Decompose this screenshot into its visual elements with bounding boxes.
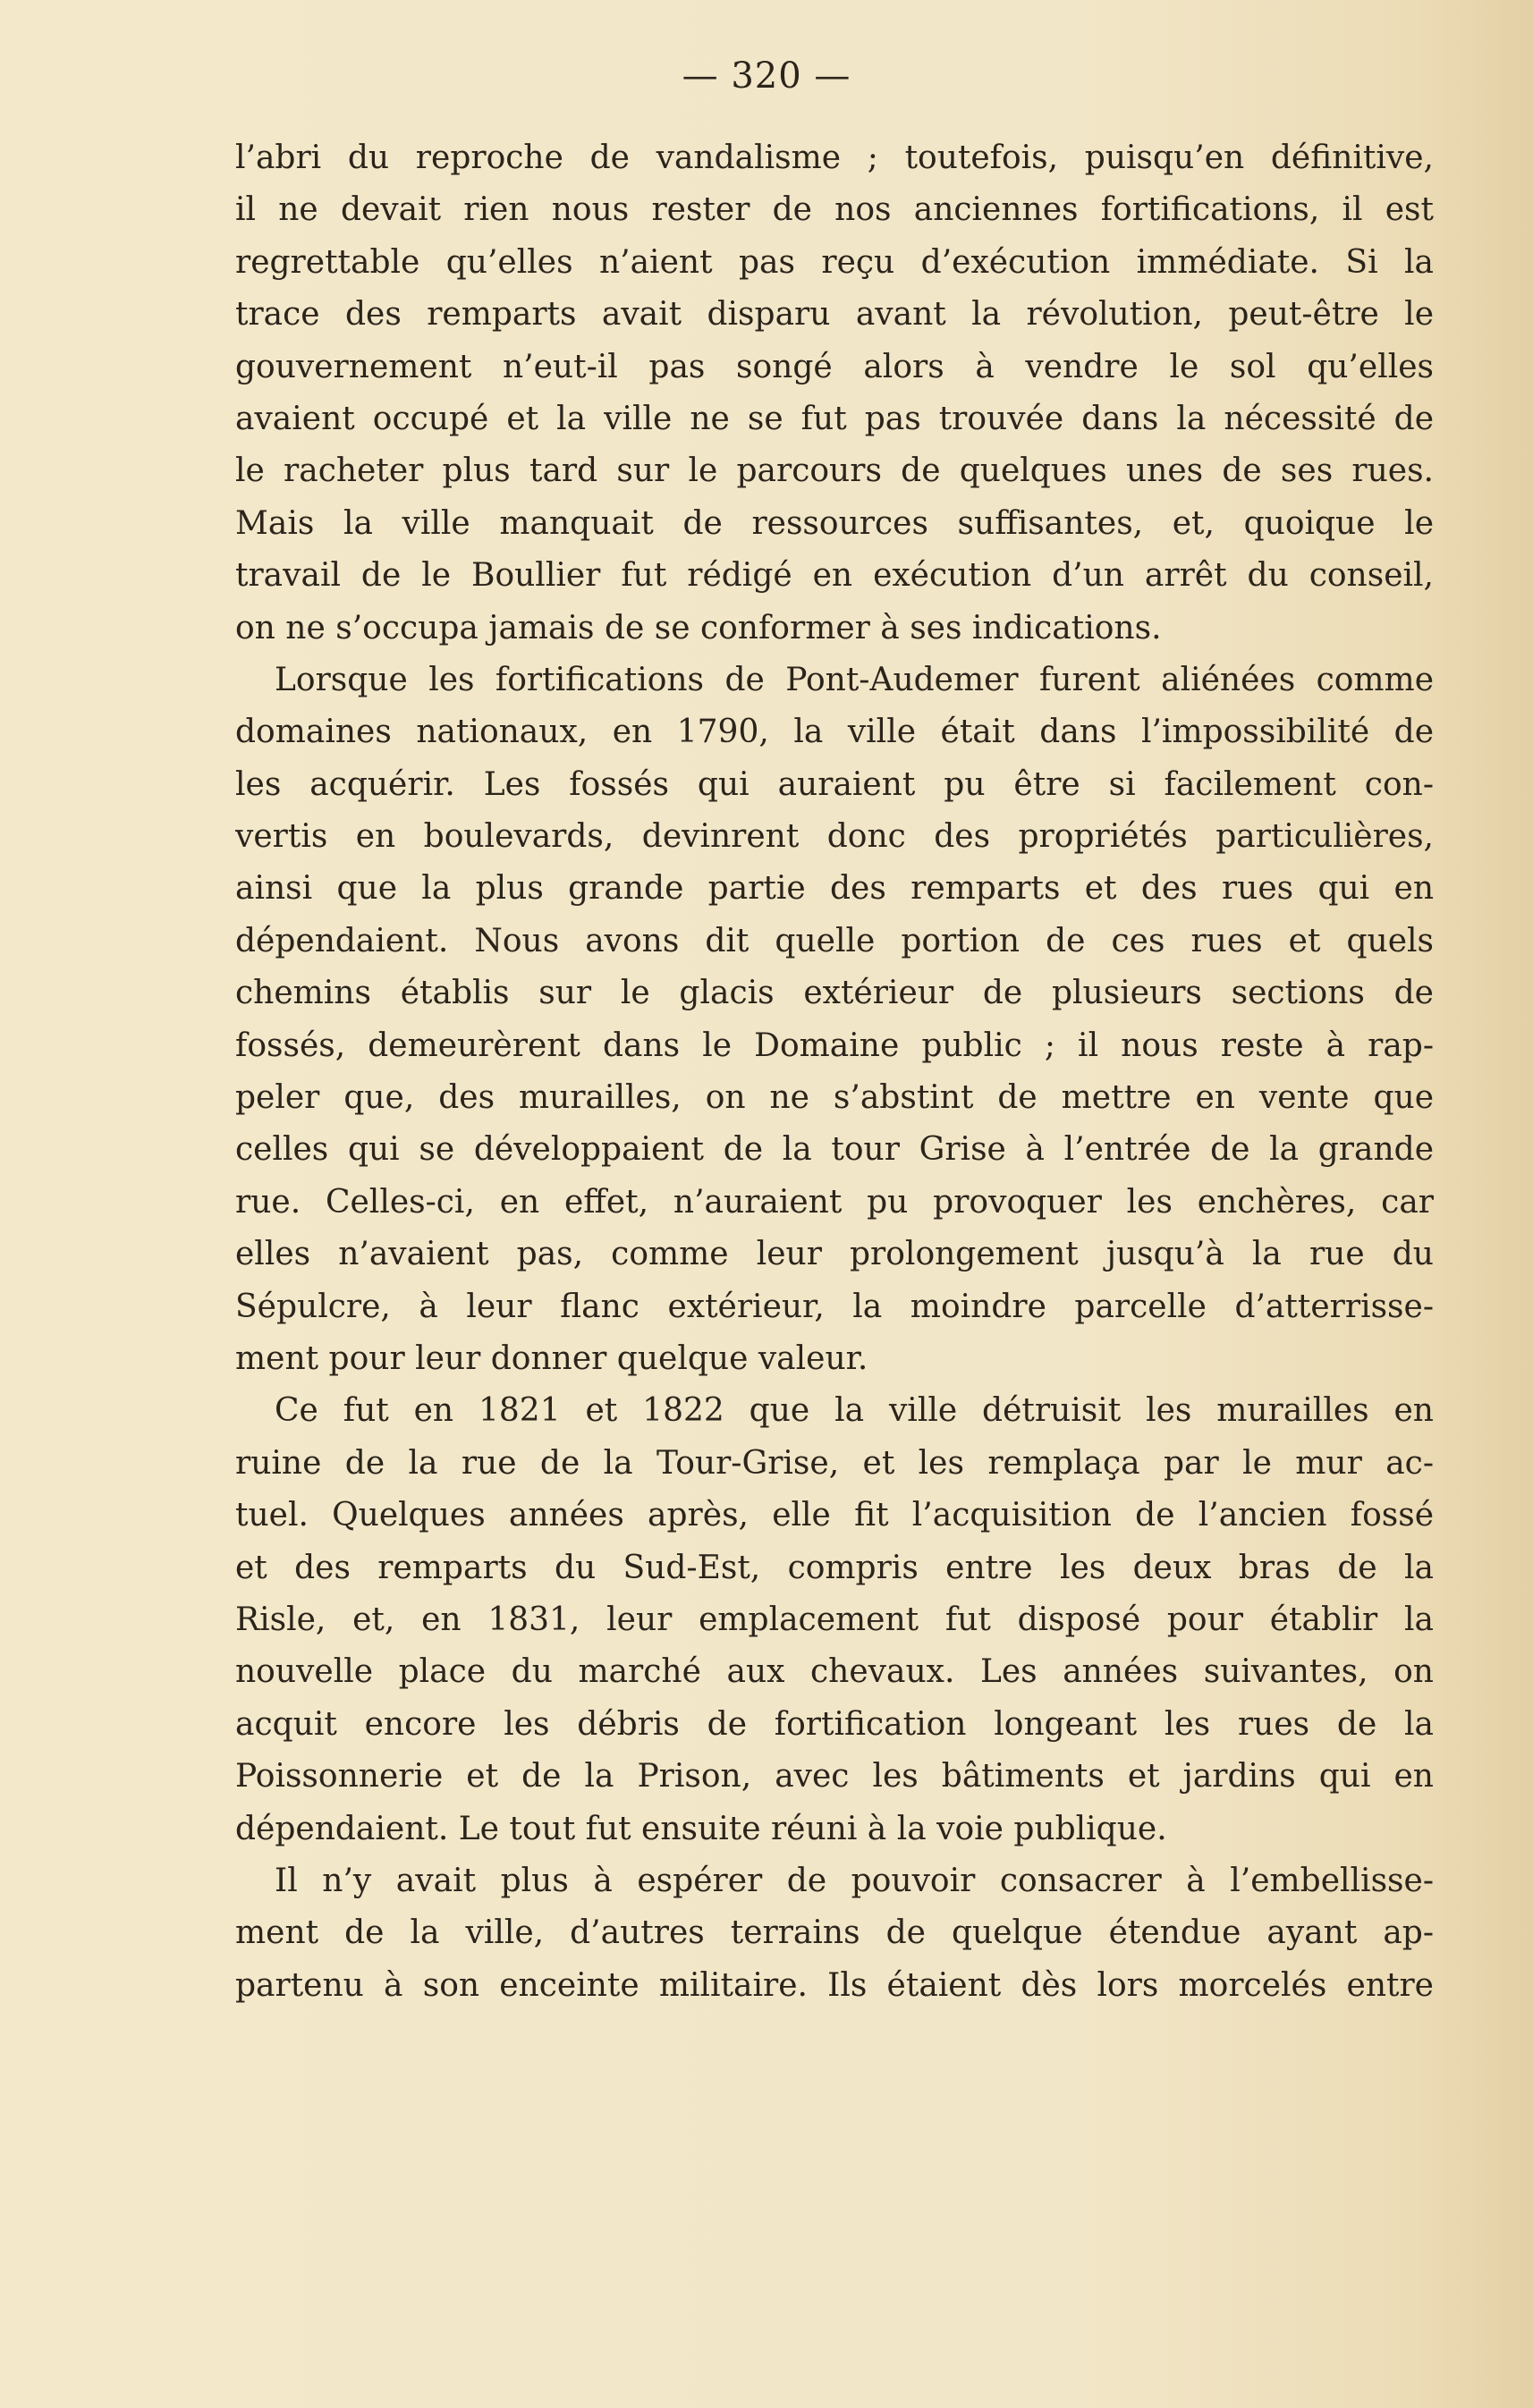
text-line: Lorsque les fortifications de Pont-Audemer furent aliénées comme: [275, 661, 1434, 698]
text-line: l’abri du reproche de vandalisme ; toutefois, puisqu’en définitive,: [235, 139, 1434, 176]
text-line: travail de le Boullier fut rédigé en exécution d’un arrêt du conseil,: [235, 557, 1434, 595]
text-line: et des remparts du Sud-Est, compris entre les deux bras de la: [235, 1549, 1434, 1586]
text-line: dépendaient. Nous avons dit quelle portion de ces rues et quels: [235, 922, 1434, 959]
text-line: il ne devait rien nous rester de nos anciennes fortifications, il est: [235, 191, 1434, 229]
text-line: peler que, des murailles, on ne s’abstint de mettre en vente que: [235, 1079, 1434, 1117]
text-line: Ce fut en 1821 et 1822 que la ville détruisit les murailles en: [275, 1392, 1434, 1430]
text-line: partenu à son enceinte militaire. Ils étaient dès lors morcelés entre: [235, 1966, 1434, 2004]
text-line: ment pour leur donner quelque valeur.: [235, 1339, 868, 1377]
text-line: ainsi que la plus grande partie des remparts et des rues qui en: [235, 870, 1434, 908]
text-line: tuel. Quelques années après, elle fit l’acquisition de l’ancien fossé: [235, 1497, 1434, 1534]
text-line: nouvelle place du marché aux chevaux. Les années suivantes, on: [235, 1653, 1434, 1691]
text-line: Poissonnerie et de la Prison, avec les bâtiments et jardins qui en: [235, 1758, 1434, 1795]
text-line: Mais la ville manquait de ressources suffisantes, et, quoique le: [235, 504, 1434, 542]
body-text: [235, 132, 1434, 2012]
text-line: chemins établis sur le glacis extérieur de plusieurs sections de: [235, 975, 1434, 1012]
text-line: acquit encore les débris de fortification longeant les rues de la: [235, 1705, 1434, 1743]
text-line: domaines nationaux, en 1790, la ville était dans l’impossibilité de: [235, 714, 1434, 751]
text-line: le racheter plus tard sur le parcours de quelques unes de ses rues.: [235, 452, 1434, 490]
text-line: les acquérir. Les fossés qui auraient pu être si facilement con-: [235, 765, 1434, 803]
text-line: Risle, et, en 1831, leur emplacement fut disposé pour établir la: [235, 1601, 1434, 1638]
text-line: on ne s’occupa jamais de se conformer à ses indications.: [235, 609, 1162, 646]
text-line: regrettable qu’elles n’aient pas reçu d’exécution immédiate. Si la: [235, 243, 1434, 281]
text-line: dépendaient. Le tout fut ensuite réuni à la voie publique.: [235, 1810, 1167, 1847]
text-line: celles qui se développaient de la tour Grise à l’entrée de la grande: [235, 1131, 1434, 1169]
text-line: ruine de la rue de la Tour-Grise, et les remplaça par le mur ac-: [235, 1444, 1434, 1482]
text-line: ment de la ville, d’autres terrains de quelque étendue ayant ap-: [235, 1914, 1434, 1952]
text-line: rue. Celles-ci, en effet, n’auraient pu provoquer les enchères, car: [235, 1183, 1434, 1221]
text-line: vertis en boulevards, devinrent donc des propriétés particulières,: [235, 818, 1434, 856]
text-line: Il n’y avait plus à espérer de pouvoir consacrer à l’embellisse-: [275, 1862, 1434, 1899]
text-line: gouvernement n’eut-il pas songé alors à vendre le sol qu’elles: [235, 348, 1434, 385]
text-line: avaient occupé et la ville ne se fut pas trouvée dans la nécessité de: [235, 400, 1434, 437]
text-line: Sépulcre, à leur flanc extérieur, la moindre parcelle d’atterrisse-: [235, 1288, 1434, 1325]
text-line: elles n’avaient pas, comme leur prolongement jusqu’à la rue du: [235, 1236, 1434, 1273]
text-line: fossés, demeurèrent dans le Domaine public ; il nous reste à rap-: [235, 1027, 1434, 1064]
text-line: trace des remparts avait disparu avant la révolution, peut-être le: [235, 296, 1434, 334]
page-number: — 320 —: [682, 55, 851, 97]
